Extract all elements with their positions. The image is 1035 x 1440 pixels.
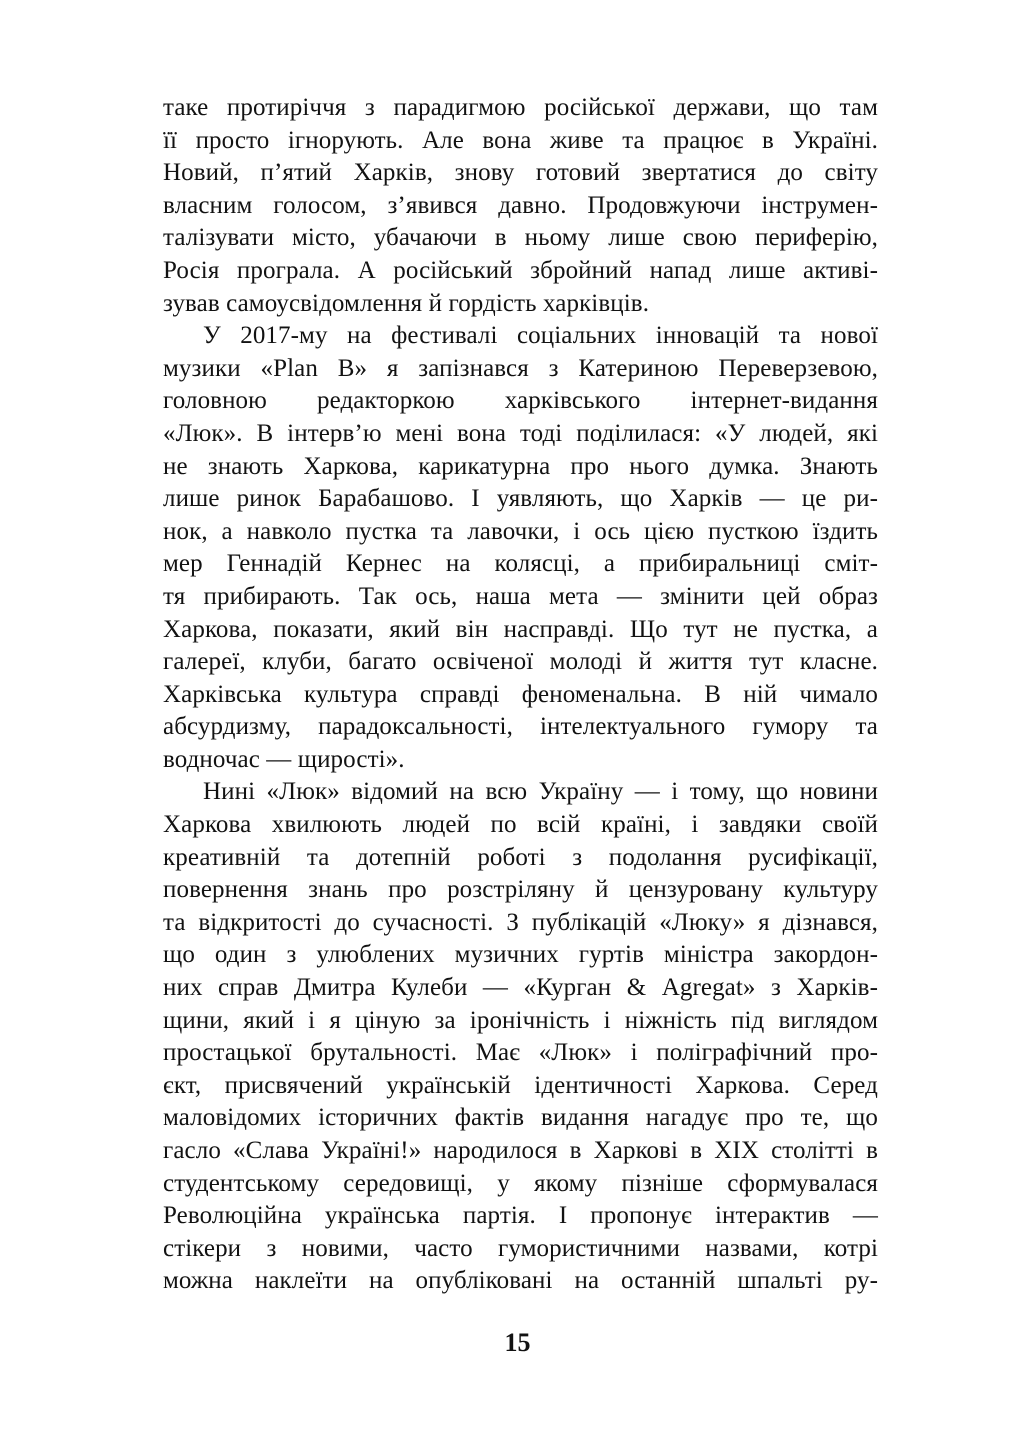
text-line: абсурдизму, парадоксальності, інтелектуального гумору та [163, 713, 878, 741]
paragraph [163, 776, 878, 1298]
text-line: Революційна українська партія. І пропонує інтерактив — [163, 1202, 878, 1230]
text-line: таке протиріччя з парадигмою російської держави, що там [163, 94, 878, 121]
text-line: Харкова, показати, який він насправді. Що тут не пустка, а [163, 615, 878, 643]
text-line: талізувати місто, убачаючи в ньому лише свою периферію, [163, 224, 878, 252]
text-line: гасло «Слава Україні!» народилося в Харкові в XIX столітті в [163, 1137, 878, 1164]
text-line: Нині «Люк» відомий на всю Україну — і тому, що новини [203, 778, 878, 806]
text-line: «Люк». В інтерв’ю мені вона тоді поділилася: «У людей, які [163, 419, 878, 447]
text-line: тя прибирають. Так ось, наша мета — змінити цей образ [163, 582, 878, 610]
text-line: щини, який і я ціную за іронічність і ніжність під виглядом [163, 1006, 878, 1034]
text-line: можна наклеїти на опубліковані на останній шпальті ру- [163, 1267, 878, 1295]
text-line: Росія програла. А російський збройний напад лише активі- [163, 256, 878, 284]
text-line: музики «Plan B» я запізнався з Катериною Переверзевою, [163, 354, 878, 382]
page-number: 15 [504, 1328, 531, 1357]
text-line: та відкритості до сучасності. З публікацій «Люку» я дізнався, [163, 908, 878, 936]
text-line: що один з улюблених музичних гуртів міністра закордон- [163, 941, 878, 969]
text-line: Харкова хвилюють людей по всій країні, і завдяки своїй [163, 811, 878, 839]
paragraph [163, 320, 878, 776]
text-line: не знають Харкова, карикатурна про нього думка. Знають [163, 452, 878, 480]
text-line: креативній та дотепній роботі з подолання русифікації, [163, 843, 878, 871]
text-line: галереї, клуби, багато освіченої молоді й життя тут класне. [163, 648, 878, 676]
text-line: стікери з новими, часто гумористичними назвами, котрі [163, 1234, 878, 1262]
text-line: студентському середовищі, у якому пізніше сформувалася [163, 1169, 878, 1197]
text-line: зував самоусвідомлення й гордість харківців. [163, 289, 650, 317]
text-line: Новий, п’ятий Харків, знову готовий звертатися до світу [163, 159, 878, 187]
text-line: мер Геннадій Кернес на колясці, а прибиральниці сміт- [163, 550, 878, 578]
text-line: У 2017-му на фестивалі соціальних інновацій та нової [203, 322, 878, 350]
text-line: єкт, присвячений українській ідентичності Харкова. Серед [163, 1071, 878, 1099]
text-line: Харківська культура справді феноменальна. В ній чимало [163, 680, 878, 708]
paragraph [163, 92, 878, 320]
text-line: повернення знань про розстріляну й цензуровану культуру [163, 876, 878, 904]
text-line: лише ринок Барабашово. І уявляють, що Харків — це ри- [163, 485, 878, 513]
text-line: маловідомих історичних фактів видання нагадує про те, що [163, 1104, 878, 1132]
text-block [163, 92, 878, 1298]
text-line: головною редакторкою харківського інтернет-видання [163, 387, 878, 415]
text-line: нок, а навколо пустка та лавочки, і ось цією пусткою їздить [163, 517, 878, 545]
text-line: її просто ігнорують. Але вона живе та працює в Україні. [163, 126, 878, 154]
text-line: водночас — щирості». [163, 745, 405, 773]
text-line: простацької брутальності. Має «Люк» і поліграфічний про- [163, 1039, 878, 1067]
text-line: них справ Дмитра Кулеби — «Курган & Agregat» з Харків- [163, 974, 878, 1002]
text-line: власним голосом, з’явився давно. Продовжуючи інструмен- [163, 191, 878, 219]
